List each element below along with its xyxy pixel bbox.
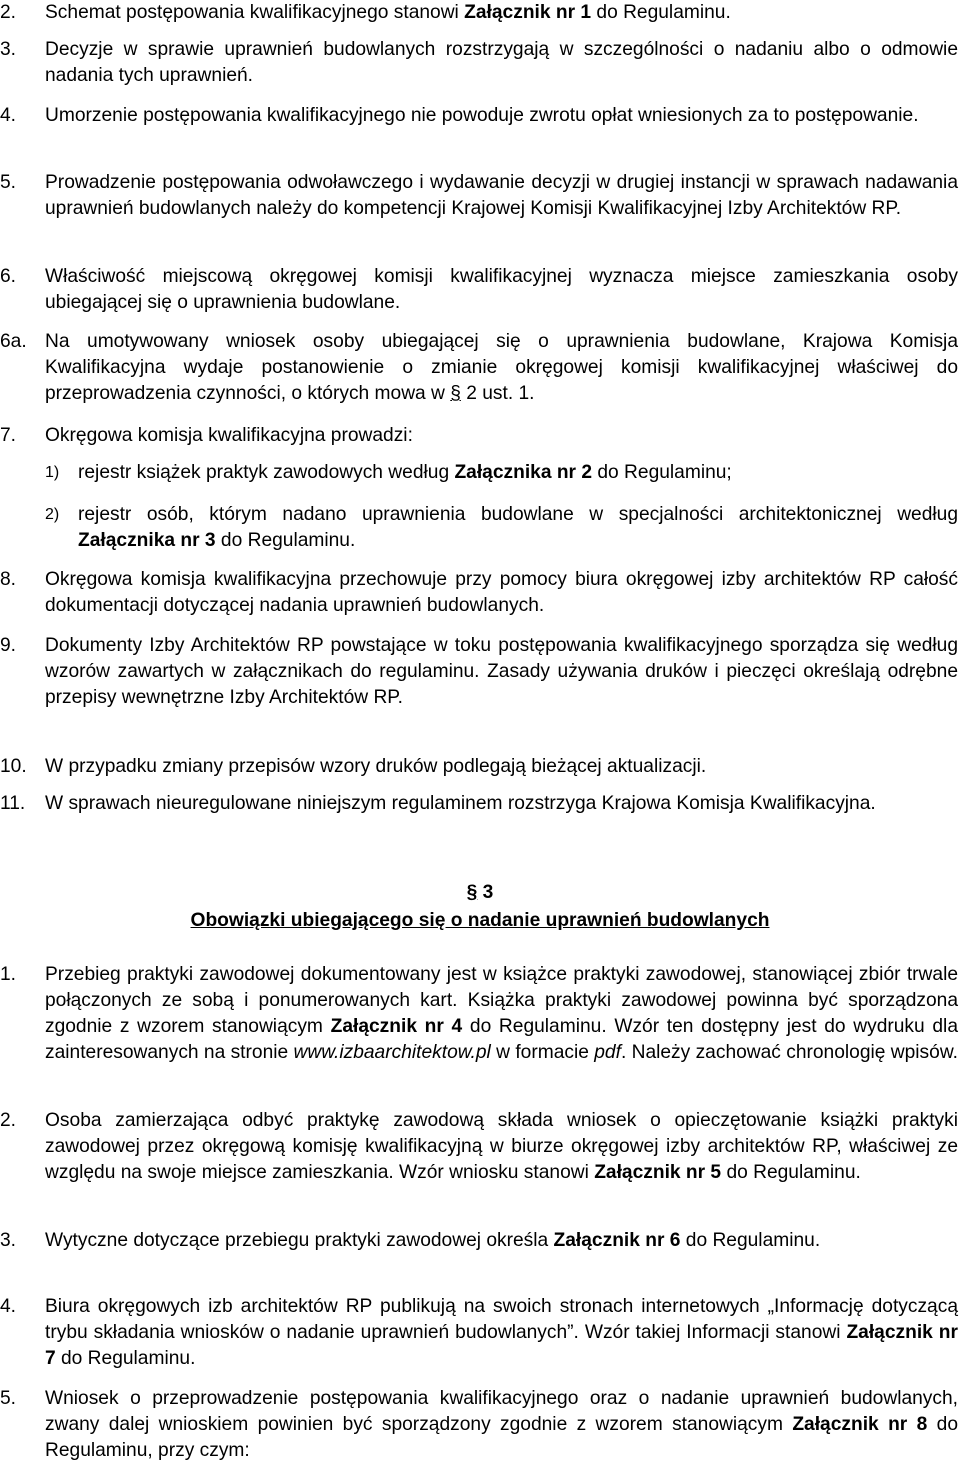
item-number: 3. [0,39,17,60]
item-text: Biura okręgowych izb architektów RP publikują na swoich stronach internetowych „Informację dotyczącą trybu składania wniosków o nadanie uprawnień budowlanych”. Wzór takiej Informacji stanowi Załącznik nr 7 do Regulaminu. [45,1296,958,1369]
sub-list-item [45,502,958,554]
item-number: 2. [0,2,17,23]
attachment-ref: Załącznik nr 5 [594,1162,722,1183]
item-number: 5. [0,172,17,193]
list-item [0,1294,958,1372]
sub-item-text: rejestr osób, którym nadano uprawnienia budowlane w specjalności architektonicznej według Załącznika nr 3 do Regulaminu. [78,504,958,551]
list-item [0,567,958,619]
item-number: 6a. [0,331,27,352]
item-text: Wytyczne dotyczące przebiegu praktyki zawodowej określa Załącznik nr 6 do Regulaminu. [45,1230,821,1251]
attachment-ref: Załącznika nr 2 [454,462,593,483]
item-number: 6. [0,266,17,287]
attachment-ref: Załącznik nr 1 [464,2,592,23]
item-text: Osoba zamierzająca odbyć praktykę zawodową składa wniosek o opieczętowanie książki praktyki zawodowej przez okręgową komisję kwalifikacyjną w biurze okręgowej izby architektów RP, właściwej ze względu na swoje miejsce zamieszkania. Wzór wniosku stanowi Załącznik nr 5 do Regulaminu. [45,1110,958,1183]
item-text: Na umotywowany wniosek osoby ubiegającej się o uprawnienia budowlane, Krajowa Komisja Kwalifikacyjna wydaje postanowienie o zmianie okręgowej komisji kwalifikacyjnej właściwej do przeprowadzenia czynności, o których mowa w § 2 ust. 1. [45,331,958,404]
item-text: Schemat postępowania kwalifikacyjnego stanowi Załącznik nr 1 do Regulaminu. [45,2,731,23]
attachment-ref: Załącznik nr 8 [792,1414,928,1435]
item-number: 7. [0,425,17,446]
attachment-ref: Załącznik nr 7 [45,1322,958,1369]
paragraph-sign: § [450,383,461,404]
item-number: 8. [0,569,17,590]
list-item [0,791,958,817]
item-text: Właściwość miejscową okręgowej komisji kwalifikacyjnej wyznacza miejsce zamieszkania osoby ubiegającej się o uprawnienia budowlane. [45,266,958,313]
list-item [0,423,958,449]
list-item [0,1386,958,1464]
sub-list-item [45,460,958,486]
item-text: Dokumenty Izby Architektów RP powstające w toku postępowania kwalifikacyjnego sporządza się według wzorów zawartych w załącznikach do regulaminu. Zasady używania druków i pieczęci określają odrębne przepisy wewnętrzne Izby Architektów RP. [45,635,958,708]
item-text: Okręgowa komisja kwalifikacyjna prowadzi: [45,425,413,446]
item-number: 11. [0,793,26,814]
item-text: W sprawach nieuregulowane niniejszym regulaminem rozstrzyga Krajowa Komisja Kwalifikacyjna. [45,793,876,814]
paragraph-sign: § [466,882,478,903]
section-number: 3 [477,882,494,903]
item-number: 3. [0,1230,17,1251]
section-title: Obowiązki ubiegającego się o nadanie uprawnień budowlanych [190,910,770,931]
item-number: 4. [0,105,17,126]
attachment-ref: Załącznik nr 6 [553,1230,681,1251]
item-text: Wniosek o przeprowadzenie postępowania kwalifikacyjnego oraz o nadanie uprawnień budowlanych, zwany dalej wnioskiem powinien być sporządzony zgodnie z wzorem stanowiącym Załącznik nr 8 do Regulaminu, przy czym: [45,1388,958,1461]
item-text: Decyzje w sprawie uprawnień budowlanych rozstrzygają w szczególności o nadaniu albo o odmowie nadania tych uprawnień. [45,39,958,86]
list-item [0,754,958,780]
item-text: W przypadku zmiany przepisów wzory druków podlegają bieżącej aktualizacji. [45,756,707,777]
item-text: Umorzenie postępowania kwalifikacyjnego nie powoduje zwrotu opłat wniesionych za to postępowanie. [45,105,919,126]
list-item [0,1228,958,1254]
sub-item-text: rejestr książek praktyk zawodowych według Załącznika nr 2 do Regulaminu; [78,462,732,483]
sub-item-number: 2) [45,506,60,523]
item-text: Przebieg praktyki zawodowej dokumentowany jest w książce praktyki zawodowej, stanowiącej zbiór trwale połączonych ze sobą i ponumerowanych kart. Książka praktyki zawodowej powinna być sporządzona zgodnie z wzorem stanowiącym Załącznik nr 4 do Regulaminu. Wzór ten dostępny jest do wydruku dla zainteresowanych na stronie www.izbaarchitektow.pl w formacie pdf. Należy zachować chronologię wpisów. [45,964,958,1063]
section-heading [0,880,960,906]
list-item [0,1108,958,1186]
item-number: 2. [0,1110,17,1131]
file-format: pdf [594,1042,621,1063]
list-item [0,962,958,1066]
item-number: 4. [0,1296,17,1317]
list-item [0,329,958,407]
item-number: 10. [0,756,27,777]
website-link[interactable]: www.izbaarchitektow.pl [293,1042,491,1063]
item-text: Prowadzenie postępowania odwoławczego i wydawanie decyzji w drugiej instancji w sprawach nadawania uprawnień budowlanych należy do kompetencji Krajowej Komisji Kwalifikacyjnej Izby Architektów RP. [45,172,958,219]
attachment-ref: Załącznika nr 3 [78,530,216,551]
list-item [0,264,958,316]
list-item [0,170,958,222]
item-number: 1. [0,964,17,985]
item-number: 9. [0,635,17,656]
item-text: Okręgowa komisja kwalifikacyjna przechowuje przy pomocy biura okręgowej izby architektów RP całość dokumentacji dotyczącej nadania uprawnień budowlanych. [45,569,958,616]
item-number: 5. [0,1388,17,1409]
sub-item-number: 1) [45,464,60,481]
list-item [0,0,958,26]
attachment-ref: Załącznik nr 4 [330,1016,463,1037]
list-item [0,103,958,129]
list-item [0,633,958,711]
list-item [0,37,958,89]
